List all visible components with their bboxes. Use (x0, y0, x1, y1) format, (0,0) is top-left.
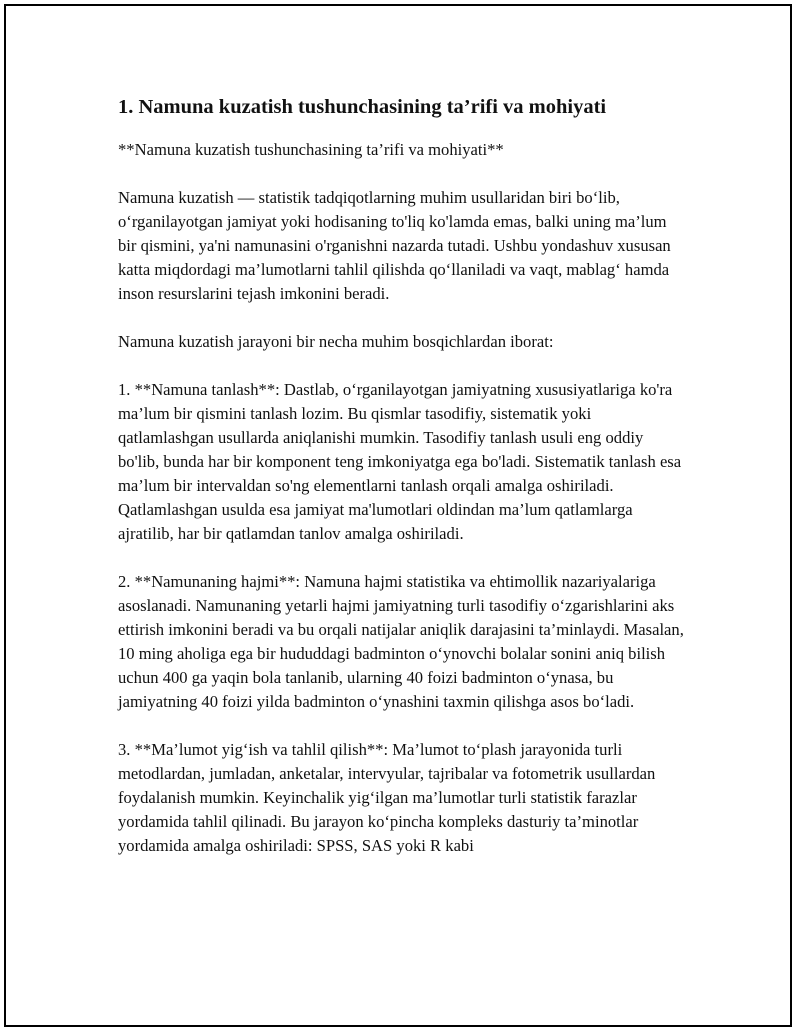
paragraph-stages-intro: Namuna kuzatish jarayoni bir necha muhim bosqichlardan iborat: (118, 332, 554, 351)
section-heading: 1. Namuna kuzatish tushunchasining ta’rifi va mohiyati (118, 96, 607, 118)
document-body (118, 94, 688, 882)
paragraph-sample-size: 2. **Namunaning hajmi**: Namuna hajmi statistika va ehtimollik nazariyalariga asoslanadi. Namunaning yetarli hajmi jamiyatning turli tasodifiy o‘zgarishlarini aks ettirish imkonini beradi va bu orqali natijalar aniqlik darajasini ta’minlaydi. Masalan, 10 ming aholiga ega bir hududdagi badminton o‘ynovchi bolalar sonini aniq bilish uchun 400 ga yaqin bola tanlanib, ularning 40 foizi badminton o‘ynasa, bu jamiyatning 40 foizi yilda badminton o‘ynashini taxmin qilishga asos bo‘ladi. (118, 572, 684, 711)
paragraph-bold-title: **Namuna kuzatish tushunchasining ta’rifi va mohiyati** (118, 140, 504, 159)
paragraph-definition: Namuna kuzatish — statistik tadqiqotlarning muhim usullaridan biri bo‘lib, o‘rganilayotgan jamiyat yoki hodisaning to'liq ko'lamda emas, balki uning ma’lum bir qismini, ya'ni namunasini o'rganishni nazarda tutadi. Ushbu yondashuv xususan katta miqdordagi ma’lumotlarni tahlil qilishda qo‘llaniladi va vaqt, mablag‘ hamda inson resurslarini tejash imkonini beradi. (118, 188, 671, 303)
paragraph-data-collection: 3. **Ma’lumot yig‘ish va tahlil qilish**: Ma’lumot to‘plash jarayonida turli metodlardan, jumladan, anketalar, intervyular, tajribalar va fotometrik usullardan foydalanish mumkin. Keyinchalik yig‘ilgan ma’lumotlar turli statistik farazlar yordamida tahlil qilinadi. Bu jarayon ko‘pincha kompleks dasturiy ta’minotlar yordamida amalga oshiriladi: SPSS, SAS yoki R kabi (118, 740, 656, 855)
paragraph-sample-selection: 1. **Namuna tanlash**: Dastlab, o‘rganilayotgan jamiyatning xususiyatlariga ko'ra ma’lum bir qismini tanlash lozim. Bu qismlar tasodifiy, sistematik yoki qatlamlashgan usullarda aniqlanishi mumkin. Tasodifiy tanlash usuli eng oddiy bo'lib, bunda har bir komponent teng imkoniyatga ega bo'ladi. Sistematik tanlash esa ma’lum bir intervaldan so'ng elementlarni tanlash orqali amalga oshiriladi. Qatlamlashgan usulda esa jamiyat ma'lumotlari oldindan ma’lum qatlamlarga ajratilib, har bir qatlamdan tanlov amalga oshiriladi. (118, 380, 682, 543)
